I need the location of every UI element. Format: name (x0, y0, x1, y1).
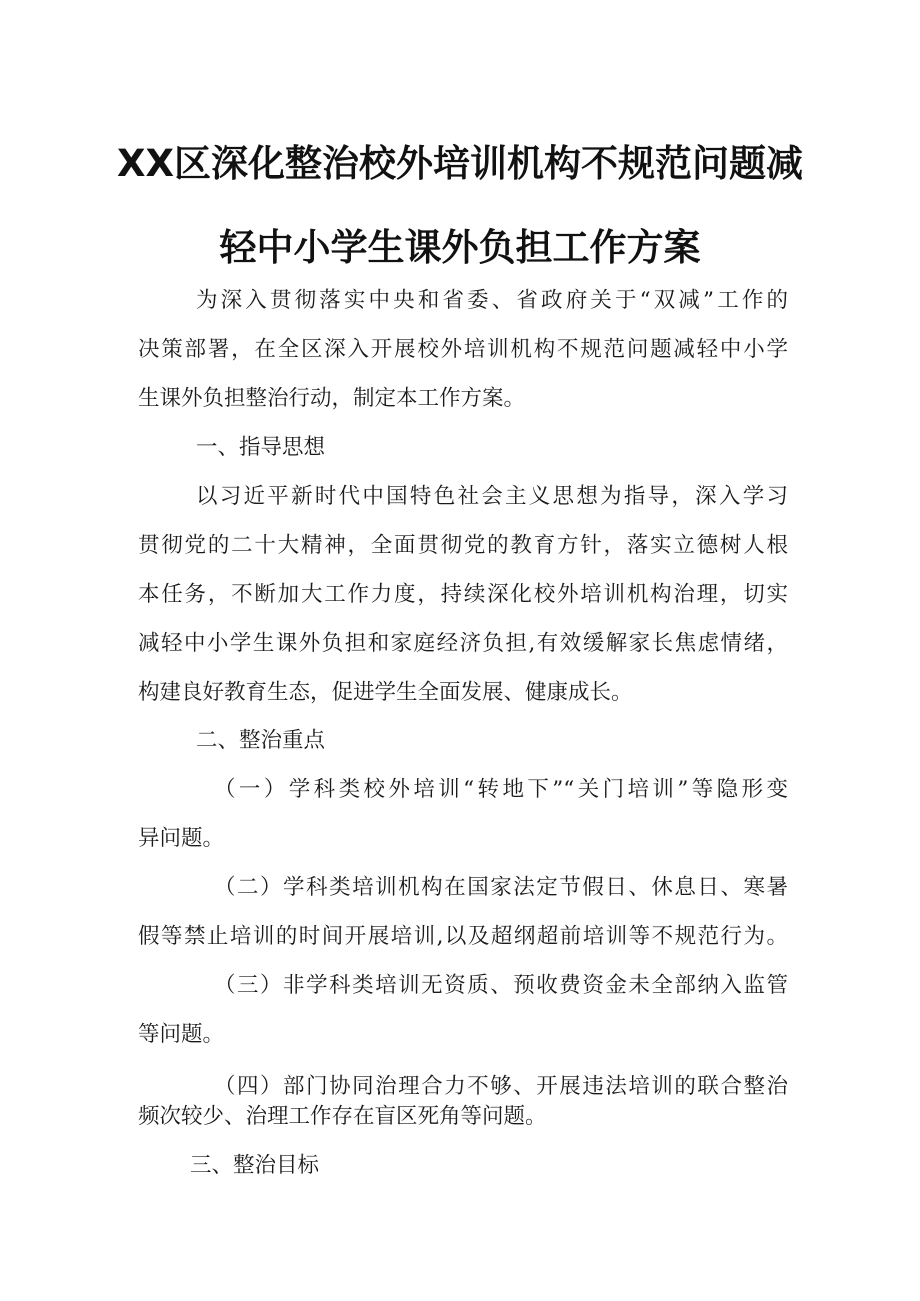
document-title-line-1: XX区深化整治校外培训机构不规范问题减 (116, 142, 804, 185)
section-2-item-1-line-2: 异问题。 (138, 826, 225, 851)
section-1-line-2: 贯彻党的二十大精神，全面贯彻党的教育方针，落实立德树人根 (138, 533, 788, 558)
section-2-item-3-line-1: （三）非学科类培训无资质、预收费资金未全部纳入监管 (214, 973, 788, 998)
section-2-heading: 二、整治重点 (196, 728, 326, 753)
section-1-line-1: 以习近平新时代中国特色社会主义思想为指导，深入学习 (196, 484, 788, 509)
section-2-item-2-line-2: 假等禁止培训的时间开展培训,以及超纲超前培训等不规范行为。 (138, 924, 788, 949)
intro-paragraph-line-2: 决策部署，在全区深入开展校外培训机构不规范问题减轻中小学 (138, 337, 788, 362)
section-2-item-4-line-2: 频次较少、治理工作存在盲区死角等问题。 (138, 1104, 547, 1129)
section-1-heading: 一、指导思想 (196, 435, 326, 460)
intro-paragraph-line-1: 为深入贯彻落实中央和省委、省政府关于“双减”工作的 (196, 288, 788, 313)
section-1-line-3: 本任务，不断加大工作力度，持续深化校外培训机构治理，切实 (138, 582, 788, 607)
document-title-line-2: 轻中小学生课外负担工作方案 (219, 226, 701, 269)
section-2-item-3-line-2: 等问题。 (138, 1022, 225, 1047)
section-2-item-4-line-1: （四）部门协同治理合力不够、开展违法培训的联合整治 (214, 1074, 788, 1099)
section-1-line-4: 减轻中小学生课外负担和家庭经济负担,有效缓解家长焦虑情绪， (138, 631, 788, 656)
section-1-line-5: 构建良好教育生态，促进学生全面发展、健康成长。 (138, 680, 633, 705)
intro-paragraph-line-3: 生课外负担整治行动，制定本工作方案。 (138, 386, 526, 411)
section-3-heading: 三、整治目标 (190, 1153, 320, 1178)
section-2-item-1-line-1: （一）学科类校外培训“转地下”“关门培训”等隐形变 (214, 777, 788, 802)
section-2-item-2-line-1: （二）学科类培训机构在国家法定节假日、休息日、寒暑 (214, 875, 788, 900)
